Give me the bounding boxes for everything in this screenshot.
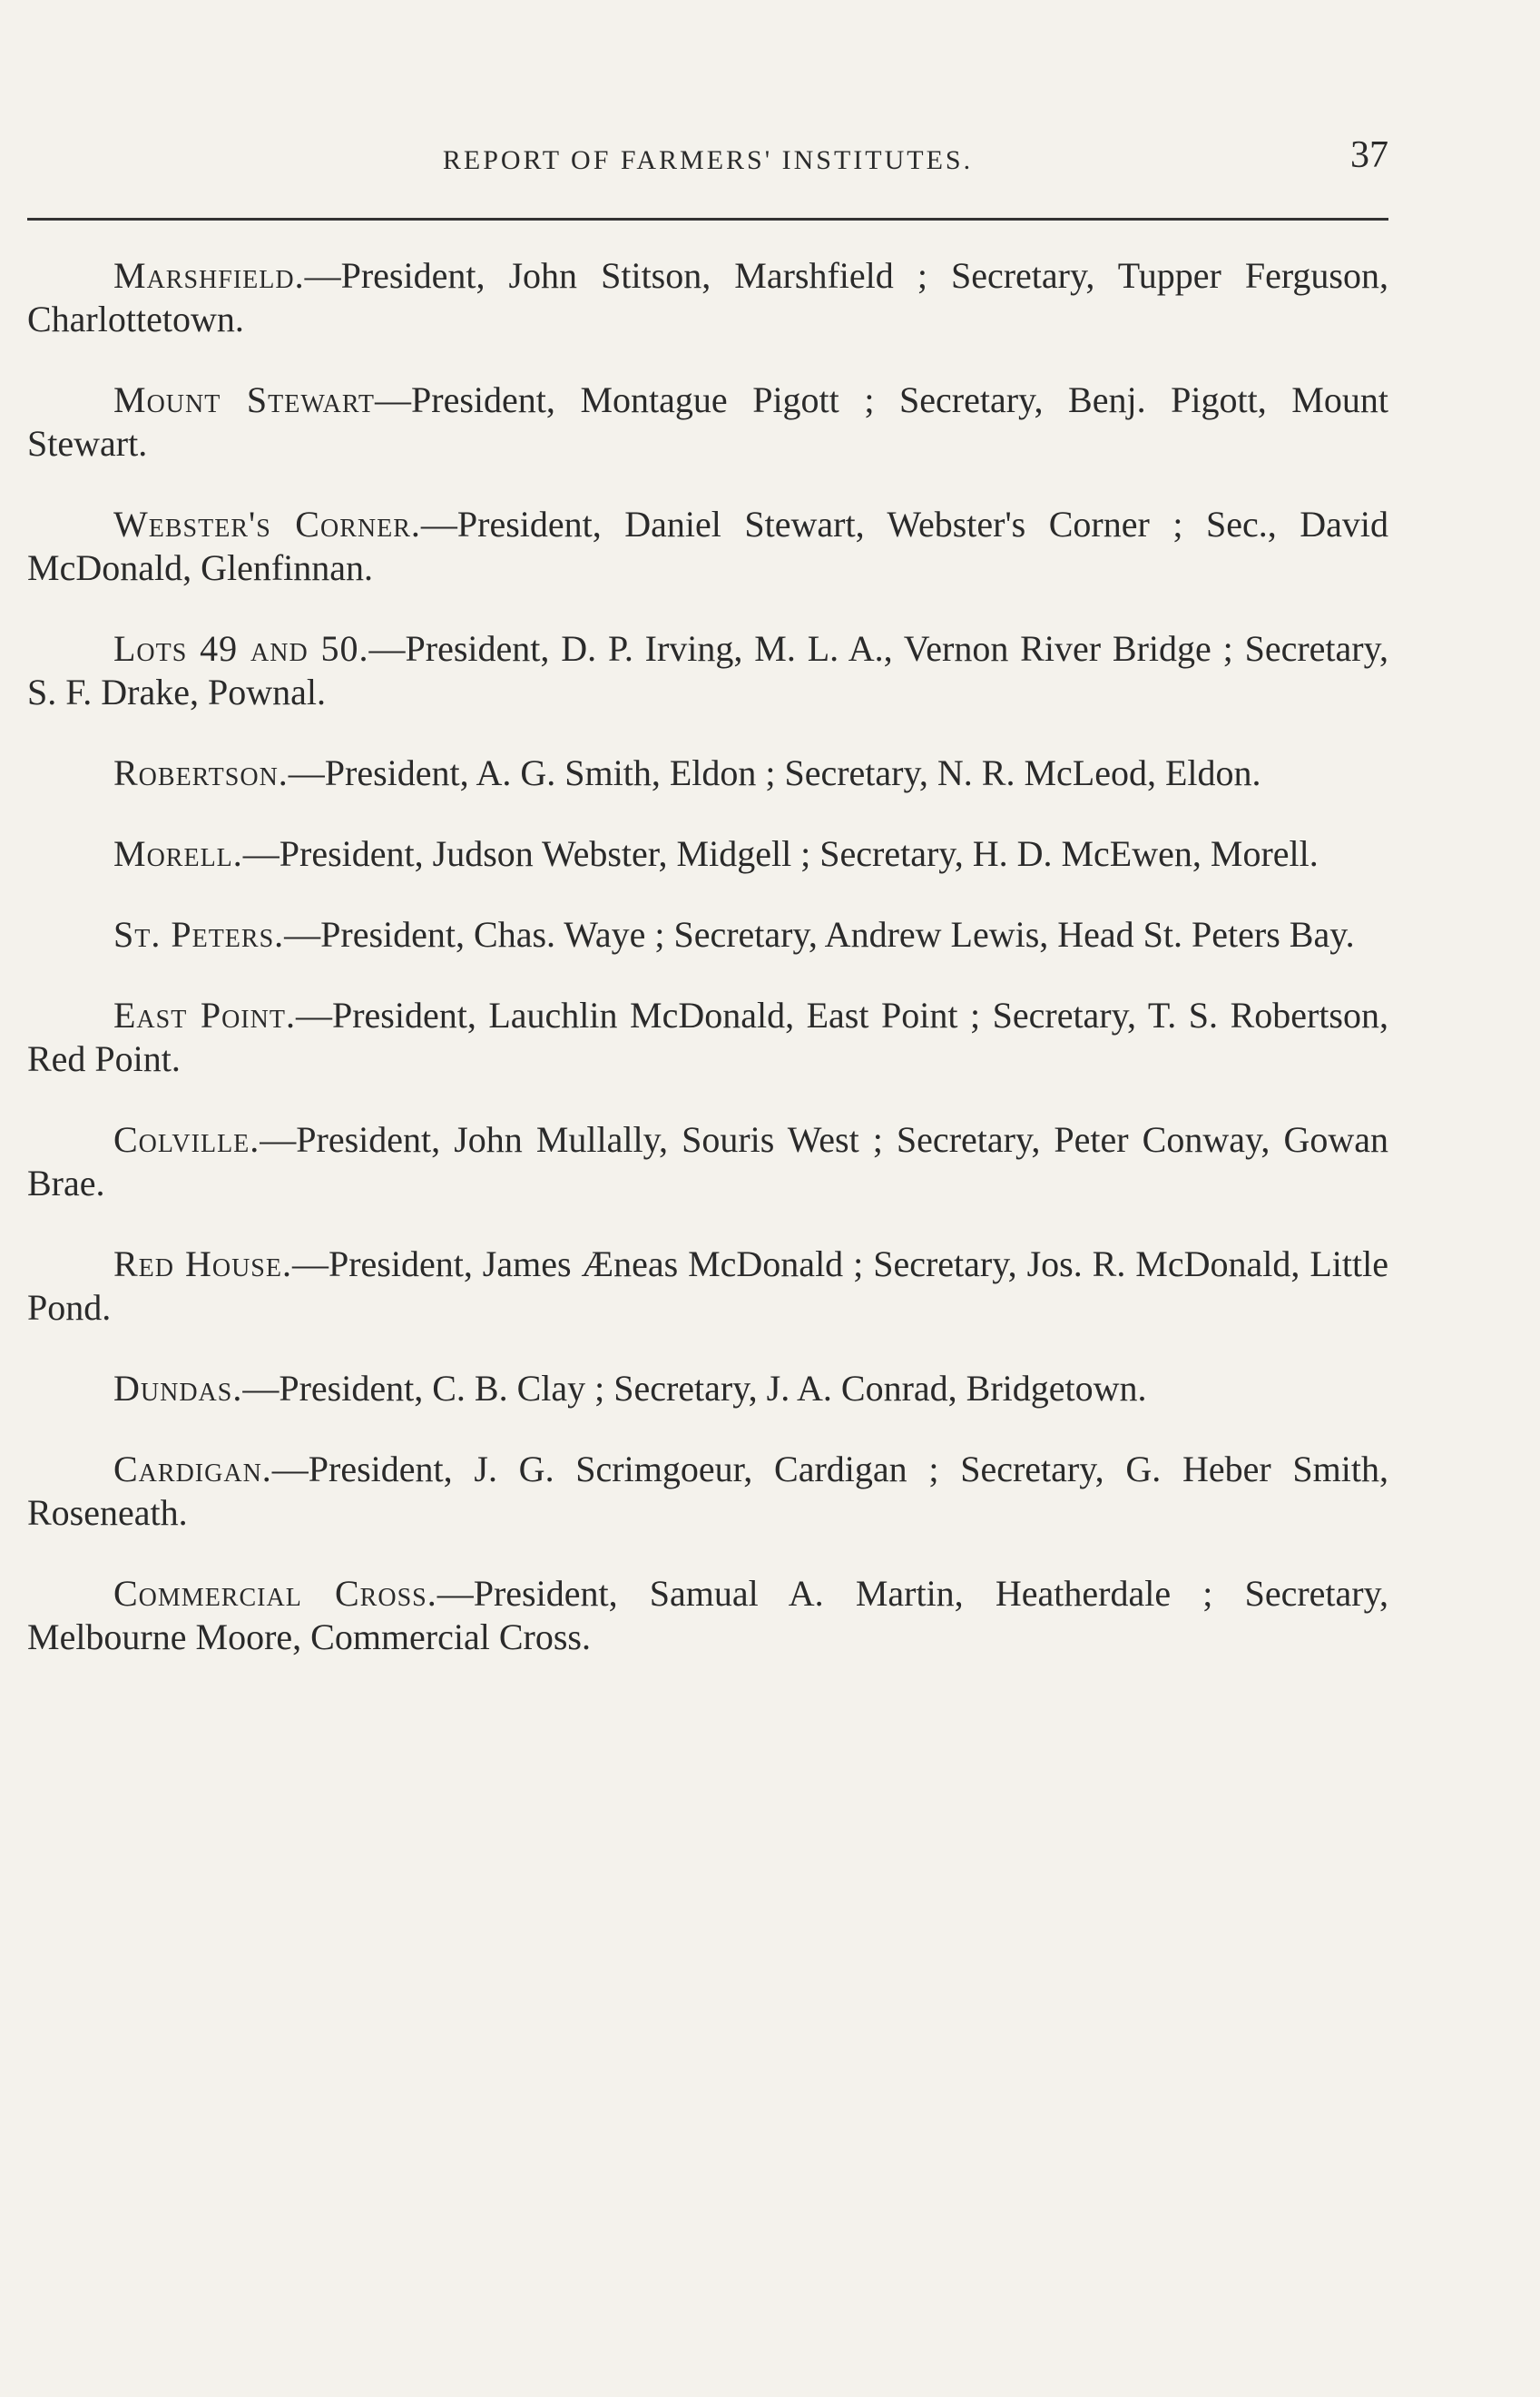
header-rule bbox=[27, 218, 1388, 221]
institute-name: St. Peters. bbox=[113, 914, 285, 955]
institute-officers: —President, James Æneas McDonald ; Secretary, Jos. R. McDonald, Little Pond. bbox=[27, 1243, 1388, 1328]
institute-officers: —President, Chas. Waye ; Secretary, Andrew Lewis, Head St. Peters Bay. bbox=[284, 914, 1355, 955]
institute-name: Dundas. bbox=[113, 1368, 243, 1409]
institute-officers: —President, Daniel Stewart, Webster's Corner ; Sec., David McDonald, Glenfinnan. bbox=[27, 504, 1389, 588]
institute-name: Colville. bbox=[113, 1119, 260, 1160]
institute-name: Red House. bbox=[113, 1243, 292, 1284]
institute-name: Lots 49 and 50. bbox=[113, 628, 369, 669]
institute-entry-robertson bbox=[27, 752, 1388, 795]
institute-officers: —President, J. G. Scrimgoeur, Cardigan ; Secretary, G. Heber Smith, Roseneath. bbox=[27, 1449, 1388, 1533]
institute-officers: —President, Montague Pigott ; Secretary, Benj. Pigott, Mount Stewart. bbox=[27, 379, 1388, 464]
institute-officers: —President, C. B. Clay ; Secretary, J. A. Conrad, Bridgetown. bbox=[242, 1368, 1147, 1409]
institute-name: Webster's Corner. bbox=[113, 504, 421, 545]
page-number: 37 bbox=[1350, 134, 1388, 176]
running-head bbox=[27, 134, 1388, 183]
institute-entry-east-point bbox=[27, 994, 1388, 1081]
institute-entry-colville bbox=[27, 1118, 1388, 1205]
institute-name: East Point. bbox=[113, 995, 296, 1036]
institute-officers: —President, Lauchlin McDonald, East Point ; Secretary, T. S. Robertson, Red Point. bbox=[27, 995, 1388, 1079]
institute-officers: —President, John Mullally, Souris West ; Secretary, Peter Conway, Gowan Brae. bbox=[27, 1119, 1388, 1203]
institute-entry-morell bbox=[27, 832, 1388, 876]
institute-officers: —President, John Stitson, Marshfield ; Secretary, Tupper Ferguson, Charlottetown. bbox=[27, 255, 1388, 339]
institute-entry-cardigan bbox=[27, 1448, 1388, 1535]
institute-name: Cardigan. bbox=[113, 1449, 272, 1489]
running-title: REPORT OF FARMERS' INSTITUTES. bbox=[442, 145, 974, 175]
institute-name: Commercial Cross. bbox=[113, 1573, 437, 1614]
institute-entry-websters-corner bbox=[27, 503, 1388, 590]
institute-officers: —President, D. P. Irving, M. L. A., Vernon River Bridge ; Secretary, S. F. Drake, Pownal. bbox=[27, 628, 1388, 712]
institute-list bbox=[27, 254, 1388, 1696]
institute-name: Morell. bbox=[113, 833, 243, 874]
institute-entry-lots-49-50 bbox=[27, 627, 1388, 714]
institute-name: Marshfield. bbox=[113, 255, 305, 296]
institute-officers: —President, A. G. Smith, Eldon ; Secretary, N. R. McLeod, Eldon. bbox=[288, 752, 1261, 793]
institute-entry-mount-stewart bbox=[27, 378, 1388, 466]
institute-entry-commercial-cross bbox=[27, 1572, 1388, 1659]
institute-officers: —President, Samual A. Martin, Heatherdale ; Secretary, Melbourne Moore, Commercial Cross. bbox=[27, 1573, 1388, 1657]
institute-entry-dundas bbox=[27, 1367, 1388, 1410]
institute-entry-marshfield bbox=[27, 254, 1388, 341]
institute-officers: —President, Judson Webster, Midgell ; Secretary, H. D. McEwen, Morell. bbox=[242, 833, 1319, 874]
institute-name: Mount Stewart bbox=[113, 379, 375, 420]
institute-entry-st-peters bbox=[27, 913, 1388, 957]
institute-entry-red-house bbox=[27, 1243, 1388, 1330]
institute-name: Robertson. bbox=[113, 752, 289, 793]
